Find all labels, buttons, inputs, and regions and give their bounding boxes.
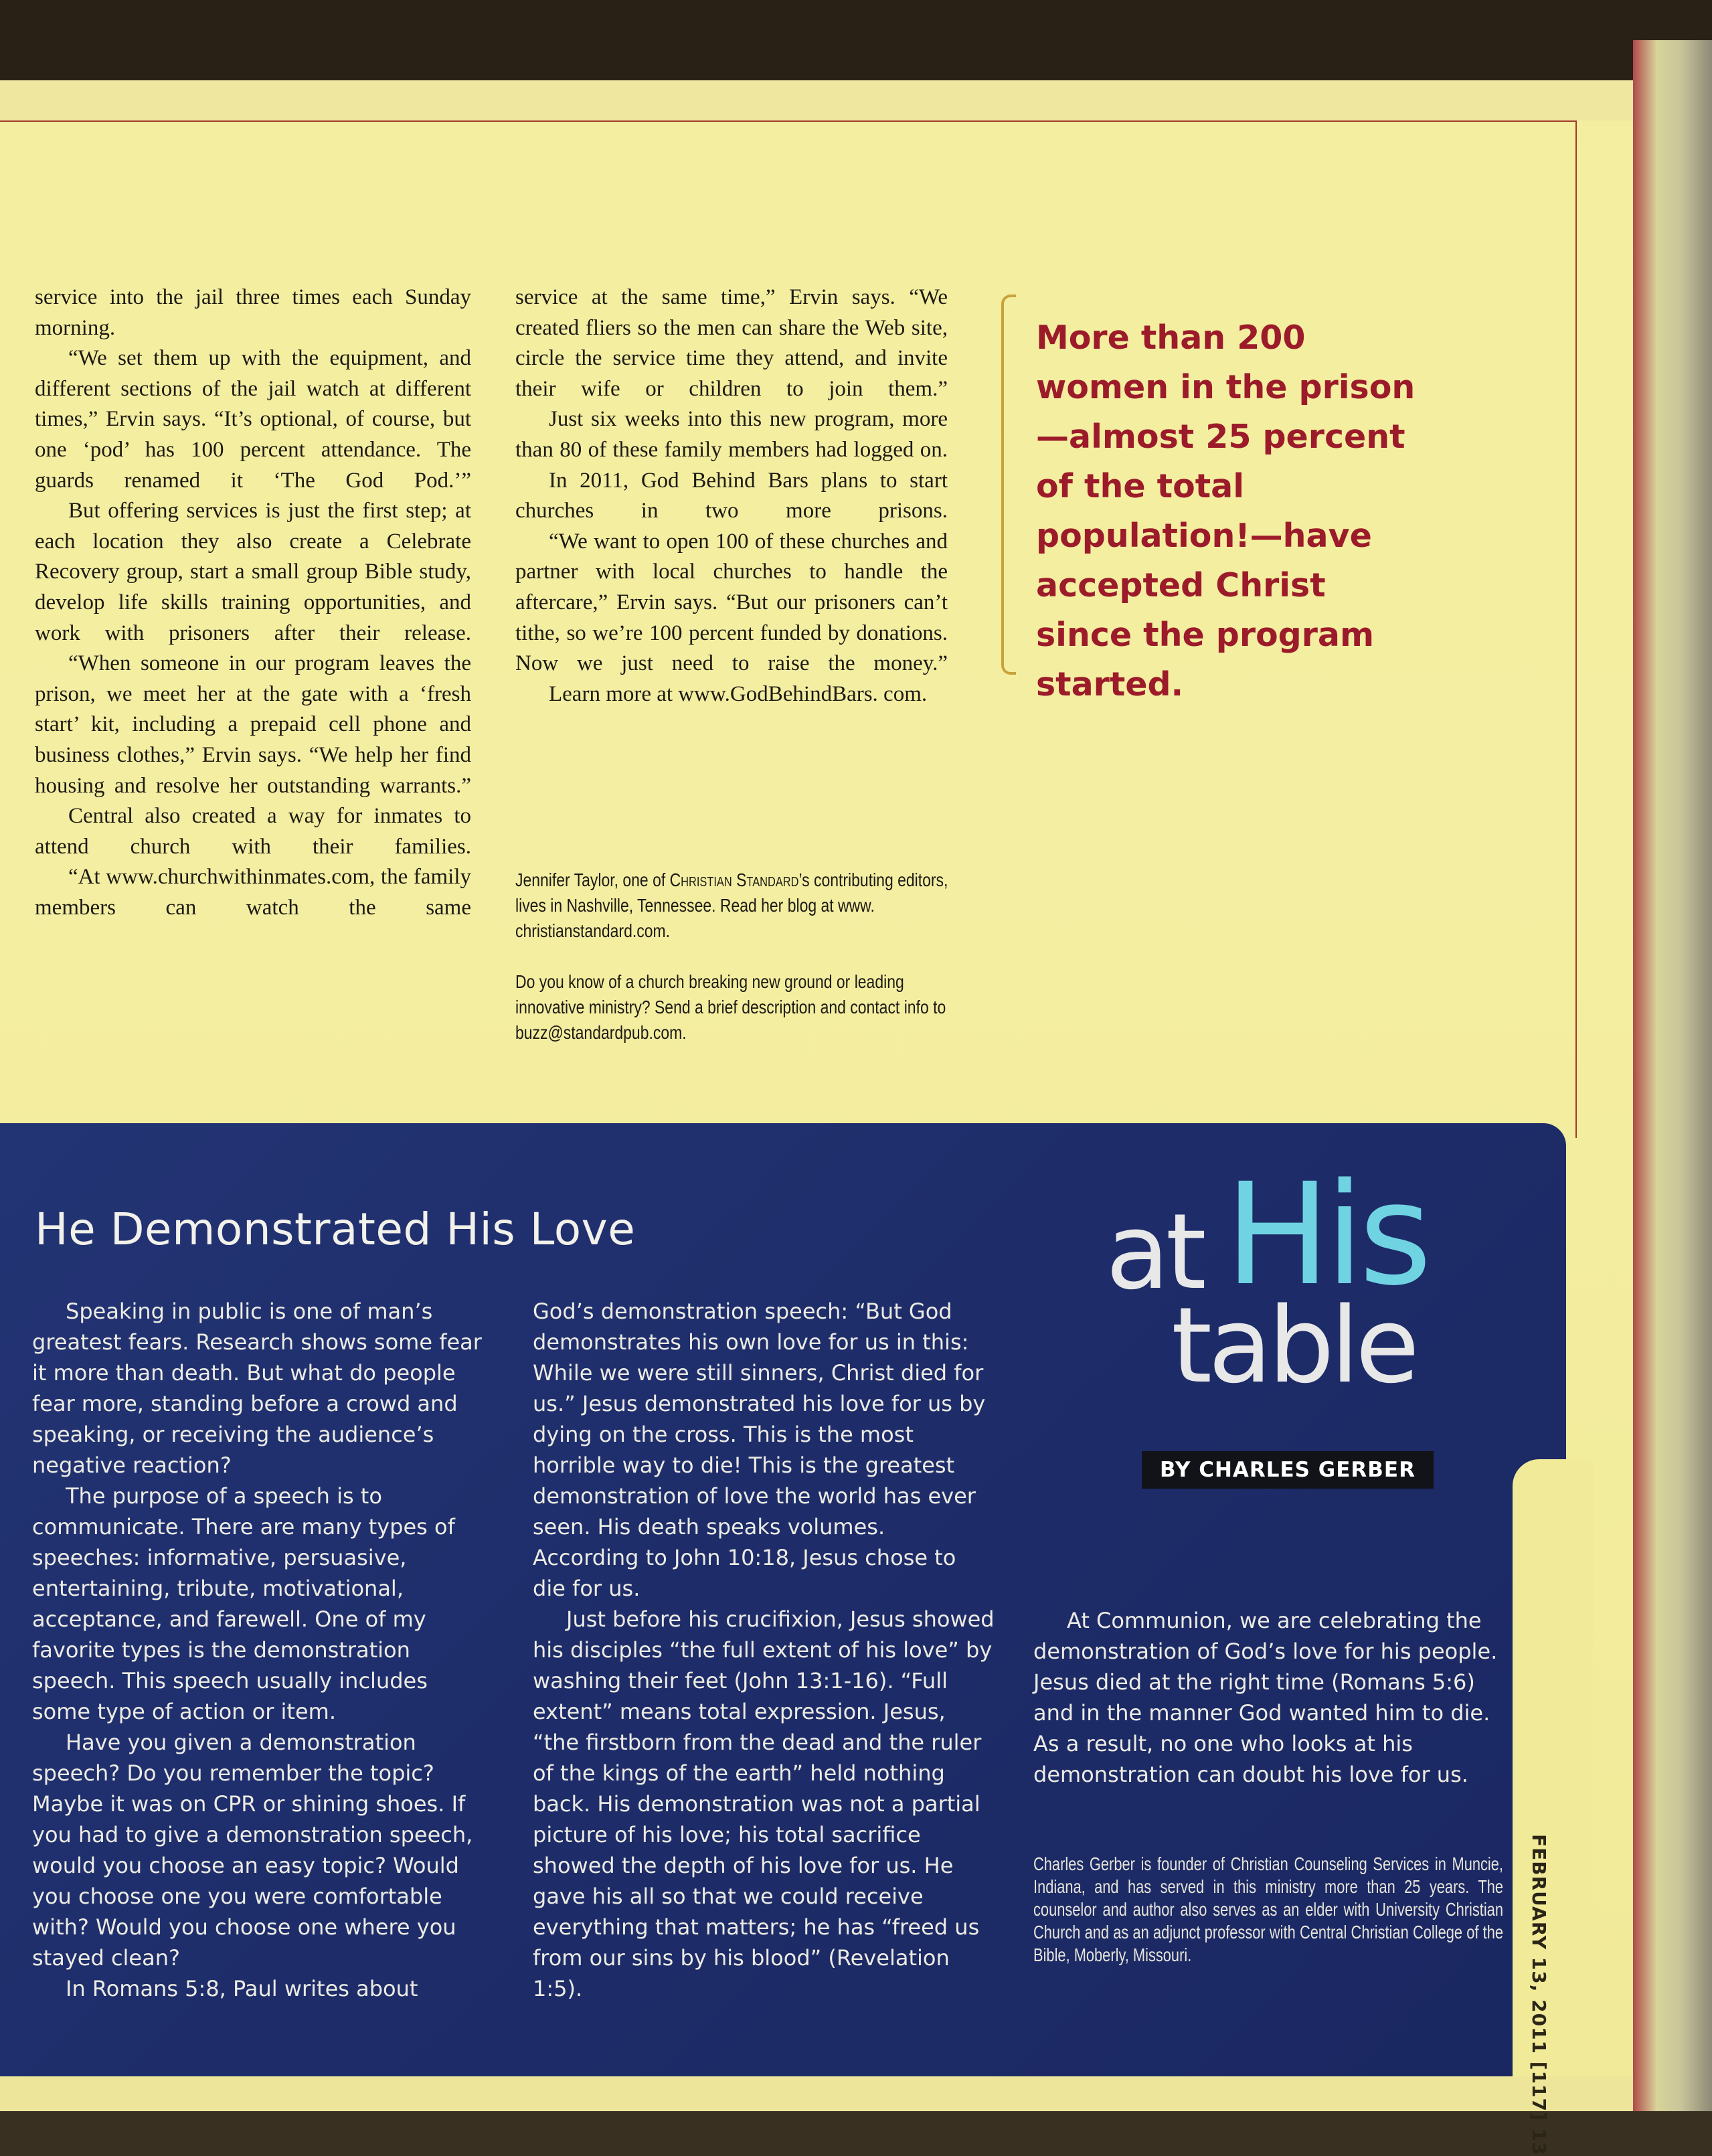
column-logo-at: at <box>1106 1191 1203 1313</box>
pull-quote: More than 200 women in the prison—almost 25 percent of the total population!—have accepted Christ since the program started. <box>1036 319 1416 703</box>
paragraph: Just before his crucifixion, Jesus showed his disciples “the full extent of his love” by washing their feet (John 13:1-16). “Full extent” means total expression. Jesus, “the firstborn from the dead and the ruler of the kings of the earth” held nothing back. His demonstration was not a partial picture of his love; his total sacrifice showed the depth of his love for us. He gave his all so that we could receive everything that matters; he has “freed us from our sins by his blood” (Revelation 1:5). <box>533 1606 995 2001</box>
paragraph: service at the same time,” Ervin says. “We created fliers so the men can share the Web site, circle the service time they attend, and invite their wife or children to join them.” <box>515 285 948 401</box>
paragraph: “We want to open 100 of these churches and partner with local churches to handle the aftercare,” Ervin says. “But our prisoners can’t tithe, so we’re 100 percent funded by donations. Now we just need to raise the money.” <box>515 529 948 676</box>
paragraph: In 2011, God Behind Bars plans to start churches in two more prisons. <box>515 468 948 523</box>
paragraph: service into the jail three times each Sunday morning. <box>35 285 471 340</box>
paragraph: Just six weeks into this new program, more than 80 of these family members had logged on. <box>515 407 948 462</box>
paragraph: God’s demonstration speech: “But God demonstrates his own love for us in this: While we were still sinners, Christ died for us.” Jesus demonstrated his love for us by dying on the cross. This is the most horrible way to die! This is the greatest demonstration of love the world has ever seen. His death speaks volumes. According to John 10:18, Jesus chose to die for us. <box>533 1299 986 1601</box>
article-headline: He Demonstrated His Love <box>35 1204 636 1255</box>
column-logo-table: table <box>1171 1284 1416 1406</box>
pull-quote-bracket <box>1001 295 1016 675</box>
panel-notch <box>1513 1459 1593 2076</box>
byline: BY CHARLES GERBER <box>1142 1451 1434 1489</box>
paragraph: But offering services is just the first step; at each location they also create a Celebrate Recovery group, start a small group Bible study, develop life skills training opportunities, and work with prisoners after their release. <box>35 499 471 645</box>
page-top-margin <box>0 80 1660 120</box>
page-edge-stack <box>1633 40 1712 2111</box>
paragraph: Speaking in public is one of man’s greatest fears. Research shows some fear it more than death. But what do people fear more, standing before a crowd and speaking, or receiving the audience’s negative reaction? <box>32 1299 482 1478</box>
paragraph: Central also created a way for inmates to attend church with their families. <box>35 804 471 859</box>
paragraph: “At www.churchwithinmates.com, the family members can watch the same <box>35 865 471 920</box>
right-rule <box>1575 120 1577 1138</box>
top-rule <box>0 120 1577 122</box>
publication-name: Christian Standard <box>669 869 799 890</box>
columnist-bio: Charles Gerber is founder of Christian Counseling Services in Muncie, Indiana, and has served in this ministry more than 25 years. The counselor and author also serves as an elder with University Christian Church and as an adjunct professor with Central Christian College of the Bible, Moberly, Missouri. <box>1033 1853 1503 1965</box>
column-text-2 <box>533 1296 995 2004</box>
paragraph: “We set them up with the equipment, and different sections of the jail watch at different times,” Ervin says. “It’s optional, of course, but one ‘pod’ has 100 percent attendance. The guards renamed it ‘The God Pod.’” <box>35 346 471 493</box>
column-logo-his: His <box>1225 1153 1427 1317</box>
column-text-3 <box>1033 1605 1513 1790</box>
submission-tip: Do you know of a church breaking new ground or leading innovative ministry? Send a brief description and contact info to buzz@standardpub.com. <box>515 971 946 1043</box>
scan-top-shadow <box>0 0 1712 80</box>
page-folio: FEBRUARY 13, 2011 [117] 13 <box>1528 1834 1550 2156</box>
paragraph: In Romans 5:8, Paul writes about <box>66 1976 418 2001</box>
article-column-1 <box>35 282 471 923</box>
page-bottom-margin <box>0 2076 1633 2111</box>
paragraph: Have you given a demonstration speech? Do you remember the topic? Maybe it was on CPR or shining shoes. If you had to give a demonstration speech, would you choose an easy topic? Would you choose one you were comfortable with? Would you choose one where you stayed clean? <box>32 1730 473 1971</box>
paragraph: Learn more at www.GodBehindBars. com. <box>549 681 928 706</box>
column-text-1 <box>32 1296 487 2004</box>
paragraph: “When someone in our program leaves the prison, we meet her at the gate with a ‘fresh start’ kit, including a prepaid cell phone and business clothes,” Ervin says. “We help her find housing and resolve her outstanding warrants.” <box>35 651 471 798</box>
paragraph: The purpose of a speech is to communicate. There are many types of speeches: informative, persuasive, entertaining, tribute, motivational, acceptance, and farewell. One of my favorite types is the demonstration speech. This speech usually includes some type of action or item. <box>32 1483 455 1724</box>
author-bio: Jennifer Taylor, one of Christian Standard’s contributing editors, lives in Nashville, Tennessee. Read her blog at www. christianstandard.com. <box>515 869 948 941</box>
paragraph: At Communion, we are celebrating the demonstration of God’s love for his people. Jesus died at the right time (Romans 5:6) and in the manner God wanted him to die. As a result, no one who looks at his demonstration can doubt his love for us. <box>1033 1608 1498 1787</box>
article-column-2 <box>515 282 948 710</box>
